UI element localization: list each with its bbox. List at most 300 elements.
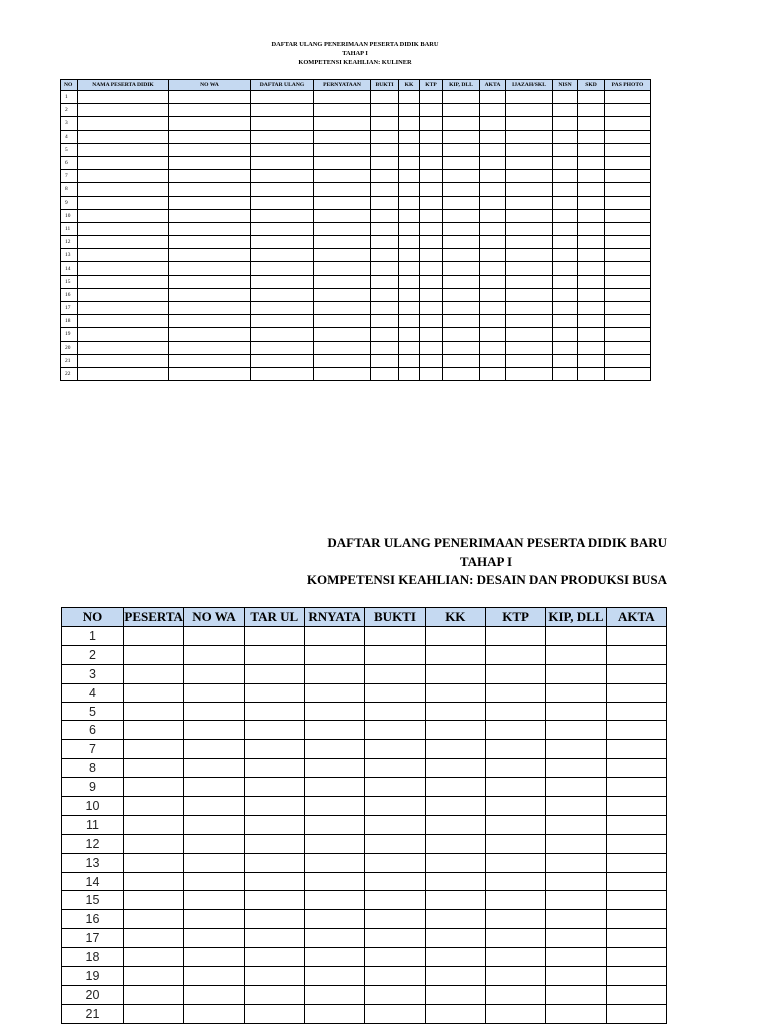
entry-cell: [553, 276, 578, 289]
entry-cell: [607, 948, 667, 967]
entry-cell: [607, 759, 667, 778]
entry-cell: [605, 276, 651, 289]
entry-cell: [305, 816, 365, 835]
column-header-ktp: KTP: [486, 608, 546, 627]
entry-cell: [605, 223, 651, 236]
entry-cell: [399, 276, 420, 289]
entry-cell: [169, 144, 251, 157]
entry-cell: [365, 967, 425, 986]
column-header-ijazah-skl: IJAZAH/SKL: [506, 80, 553, 91]
entry-cell: [78, 117, 169, 130]
entry-cell: [426, 740, 486, 759]
entry-cell: [251, 197, 314, 210]
entry-cell: [371, 91, 399, 104]
entry-cell: [184, 835, 244, 854]
entry-cell: [184, 967, 244, 986]
entry-cell: [607, 891, 667, 910]
entry-cell: [546, 759, 606, 778]
entry-cell: [553, 197, 578, 210]
entry-cell: [169, 315, 251, 328]
row-number: 2: [62, 646, 124, 665]
entry-cell: [605, 157, 651, 170]
entry-cell: [480, 315, 506, 328]
entry-cell: [184, 891, 244, 910]
entry-cell: [365, 627, 425, 646]
entry-cell: [399, 289, 420, 302]
entry-cell: [245, 891, 305, 910]
entry-cell: [78, 236, 169, 249]
entry-cell: [426, 721, 486, 740]
entry-cell: [480, 262, 506, 275]
row-number: 10: [61, 210, 78, 223]
entry-cell: [245, 665, 305, 684]
entry-cell: [169, 131, 251, 144]
entry-cell: [251, 157, 314, 170]
column-header-rnyata: RNYATA: [305, 608, 365, 627]
entry-cell: [426, 778, 486, 797]
entry-cell: [486, 646, 546, 665]
entry-cell: [420, 355, 443, 368]
entry-cell: [399, 157, 420, 170]
row-number: 15: [61, 276, 78, 289]
row-number: 12: [61, 236, 78, 249]
entry-cell: [305, 891, 365, 910]
entry-cell: [184, 778, 244, 797]
entry-cell: [480, 236, 506, 249]
entry-cell: [553, 342, 578, 355]
entry-cell: [480, 197, 506, 210]
entry-cell: [480, 144, 506, 157]
entry-cell: [605, 170, 651, 183]
entry-cell: [480, 170, 506, 183]
entry-cell: [371, 368, 399, 381]
entry-cell: [365, 646, 425, 665]
kuliner-title: DAFTAR ULANG PENERIMAAN PESERTA DIDIK BARU: [271, 41, 439, 48]
entry-cell: [443, 355, 480, 368]
entry-cell: [251, 289, 314, 302]
entry-cell: [443, 262, 480, 275]
entry-cell: [78, 183, 169, 196]
entry-cell: [486, 816, 546, 835]
entry-cell: [546, 646, 606, 665]
entry-cell: [420, 170, 443, 183]
entry-cell: [605, 183, 651, 196]
entry-cell: [124, 986, 184, 1005]
entry-cell: [420, 91, 443, 104]
entry-cell: [578, 328, 605, 341]
entry-cell: [426, 910, 486, 929]
entry-cell: [78, 104, 169, 117]
entry-cell: [546, 929, 606, 948]
row-number: 2: [61, 104, 78, 117]
entry-cell: [607, 684, 667, 703]
entry-cell: [486, 854, 546, 873]
entry-cell: [305, 778, 365, 797]
row-number: 17: [61, 302, 78, 315]
entry-cell: [124, 1005, 184, 1024]
entry-cell: [546, 778, 606, 797]
entry-cell: [605, 289, 651, 302]
entry-cell: [426, 854, 486, 873]
entry-cell: [480, 276, 506, 289]
entry-cell: [184, 948, 244, 967]
entry-cell: [486, 891, 546, 910]
entry-cell: [578, 131, 605, 144]
entry-cell: [245, 759, 305, 778]
entry-cell: [607, 703, 667, 722]
entry-cell: [420, 342, 443, 355]
entry-cell: [605, 262, 651, 275]
column-header-akta: AKTA: [480, 80, 506, 91]
entry-cell: [305, 835, 365, 854]
entry-cell: [245, 1005, 305, 1024]
row-number: 7: [61, 170, 78, 183]
entry-cell: [578, 302, 605, 315]
entry-cell: [443, 302, 480, 315]
entry-cell: [553, 302, 578, 315]
entry-cell: [245, 986, 305, 1005]
busa-stage: TAHAP I: [459, 554, 513, 569]
entry-cell: [605, 144, 651, 157]
entry-cell: [607, 778, 667, 797]
entry-cell: [245, 816, 305, 835]
row-number: 22: [61, 368, 78, 381]
entry-cell: [305, 967, 365, 986]
entry-cell: [553, 183, 578, 196]
entry-cell: [605, 355, 651, 368]
entry-cell: [314, 236, 371, 249]
entry-cell: [371, 131, 399, 144]
entry-cell: [371, 197, 399, 210]
entry-cell: [480, 249, 506, 262]
entry-cell: [443, 315, 480, 328]
entry-cell: [184, 816, 244, 835]
entry-cell: [486, 1005, 546, 1024]
entry-cell: [78, 223, 169, 236]
entry-cell: [184, 646, 244, 665]
entry-cell: [124, 873, 184, 892]
entry-cell: [169, 302, 251, 315]
entry-cell: [305, 665, 365, 684]
entry-cell: [365, 740, 425, 759]
entry-cell: [506, 276, 553, 289]
entry-cell: [371, 170, 399, 183]
entry-cell: [169, 117, 251, 130]
entry-cell: [314, 144, 371, 157]
entry-cell: [169, 355, 251, 368]
entry-cell: [420, 262, 443, 275]
entry-cell: [184, 1005, 244, 1024]
entry-cell: [553, 328, 578, 341]
entry-cell: [480, 117, 506, 130]
row-number: 18: [62, 948, 124, 967]
entry-cell: [78, 91, 169, 104]
kuliner-title-block: [155, 40, 555, 67]
entry-cell: [506, 223, 553, 236]
column-header-tar-ul: TAR UL: [245, 608, 305, 627]
column-header-kk: KK: [426, 608, 486, 627]
busa-competency: KOMPETENSI KEAHLIAN: DESAIN DAN PRODUKSI BUSA: [306, 572, 667, 587]
entry-cell: [245, 627, 305, 646]
column-header-nisn: NISN: [553, 80, 578, 91]
entry-cell: [245, 684, 305, 703]
entry-cell: [420, 144, 443, 157]
entry-cell: [480, 302, 506, 315]
entry-cell: [245, 778, 305, 797]
entry-cell: [506, 131, 553, 144]
entry-cell: [607, 910, 667, 929]
entry-cell: [607, 646, 667, 665]
entry-cell: [605, 91, 651, 104]
entry-cell: [506, 289, 553, 302]
entry-cell: [506, 197, 553, 210]
entry-cell: [553, 117, 578, 130]
row-number: 21: [62, 1005, 124, 1024]
entry-cell: [480, 355, 506, 368]
entry-cell: [546, 835, 606, 854]
entry-cell: [184, 759, 244, 778]
entry-cell: [578, 104, 605, 117]
entry-cell: [426, 835, 486, 854]
entry-cell: [480, 91, 506, 104]
entry-cell: [578, 157, 605, 170]
kuliner-competency: KOMPETENSI KEAHLIAN: KULINER: [298, 59, 412, 66]
entry-cell: [78, 368, 169, 381]
entry-cell: [169, 236, 251, 249]
entry-cell: [124, 778, 184, 797]
entry-cell: [305, 854, 365, 873]
entry-cell: [605, 315, 651, 328]
entry-cell: [546, 1005, 606, 1024]
entry-cell: [578, 117, 605, 130]
entry-cell: [486, 665, 546, 684]
entry-cell: [305, 684, 365, 703]
entry-cell: [305, 986, 365, 1005]
entry-cell: [365, 873, 425, 892]
entry-cell: [365, 684, 425, 703]
entry-cell: [605, 104, 651, 117]
entry-cell: [184, 721, 244, 740]
entry-cell: [578, 91, 605, 104]
entry-cell: [399, 144, 420, 157]
row-number: 16: [61, 289, 78, 302]
entry-cell: [546, 627, 606, 646]
entry-cell: [184, 929, 244, 948]
column-header-skd: SKD: [578, 80, 605, 91]
column-header-pernyataan: PERNYATAAN: [314, 80, 371, 91]
row-number: 14: [61, 262, 78, 275]
entry-cell: [124, 627, 184, 646]
entry-cell: [607, 986, 667, 1005]
entry-cell: [245, 721, 305, 740]
entry-cell: [546, 721, 606, 740]
entry-cell: [506, 249, 553, 262]
entry-cell: [399, 131, 420, 144]
entry-cell: [371, 210, 399, 223]
entry-cell: [426, 1005, 486, 1024]
entry-cell: [184, 797, 244, 816]
entry-cell: [506, 368, 553, 381]
row-number: 1: [62, 627, 124, 646]
entry-cell: [365, 891, 425, 910]
row-number: 13: [61, 249, 78, 262]
row-number: 1: [61, 91, 78, 104]
entry-cell: [169, 223, 251, 236]
entry-cell: [426, 986, 486, 1005]
entry-cell: [486, 986, 546, 1005]
entry-cell: [506, 210, 553, 223]
entry-cell: [251, 144, 314, 157]
entry-cell: [443, 276, 480, 289]
entry-cell: [305, 627, 365, 646]
kuliner-stage: TAHAP I: [342, 50, 368, 57]
entry-cell: [506, 236, 553, 249]
entry-cell: [124, 740, 184, 759]
entry-cell: [426, 816, 486, 835]
entry-cell: [399, 104, 420, 117]
entry-cell: [506, 302, 553, 315]
column-header-daftar-ulang: DAFTAR ULANG: [251, 80, 314, 91]
entry-cell: [245, 740, 305, 759]
entry-cell: [546, 797, 606, 816]
entry-cell: [420, 131, 443, 144]
entry-cell: [371, 289, 399, 302]
entry-cell: [365, 854, 425, 873]
entry-cell: [365, 703, 425, 722]
entry-cell: [578, 170, 605, 183]
entry-cell: [78, 170, 169, 183]
entry-cell: [553, 91, 578, 104]
entry-cell: [486, 835, 546, 854]
entry-cell: [169, 91, 251, 104]
entry-cell: [480, 368, 506, 381]
entry-cell: [443, 197, 480, 210]
entry-cell: [420, 289, 443, 302]
entry-cell: [251, 117, 314, 130]
entry-cell: [78, 249, 169, 262]
entry-cell: [480, 157, 506, 170]
entry-cell: [251, 131, 314, 144]
row-number: 8: [61, 183, 78, 196]
entry-cell: [365, 778, 425, 797]
entry-cell: [124, 816, 184, 835]
entry-cell: [426, 873, 486, 892]
entry-cell: [399, 117, 420, 130]
entry-cell: [605, 117, 651, 130]
column-header-no-wa: NO WA: [169, 80, 251, 91]
entry-cell: [480, 342, 506, 355]
row-number: 5: [62, 703, 124, 722]
entry-cell: [578, 276, 605, 289]
entry-cell: [486, 797, 546, 816]
entry-cell: [553, 210, 578, 223]
entry-cell: [169, 210, 251, 223]
entry-cell: [553, 289, 578, 302]
entry-cell: [426, 627, 486, 646]
entry-cell: [605, 249, 651, 262]
entry-cell: [124, 835, 184, 854]
entry-cell: [245, 910, 305, 929]
column-header-no: NO: [62, 608, 124, 627]
entry-cell: [420, 236, 443, 249]
column-header-ktp: KTP: [420, 80, 443, 91]
entry-cell: [124, 797, 184, 816]
entry-cell: [314, 91, 371, 104]
entry-cell: [578, 315, 605, 328]
entry-cell: [78, 315, 169, 328]
entry-cell: [251, 183, 314, 196]
entry-cell: [314, 289, 371, 302]
row-number: 19: [61, 328, 78, 341]
row-number: 20: [61, 342, 78, 355]
entry-cell: [399, 368, 420, 381]
entry-cell: [78, 289, 169, 302]
entry-cell: [420, 117, 443, 130]
entry-cell: [553, 131, 578, 144]
entry-cell: [399, 342, 420, 355]
entry-cell: [78, 262, 169, 275]
entry-cell: [245, 854, 305, 873]
entry-cell: [420, 157, 443, 170]
entry-cell: [443, 104, 480, 117]
entry-cell: [169, 262, 251, 275]
entry-cell: [506, 262, 553, 275]
entry-cell: [245, 835, 305, 854]
entry-cell: [371, 183, 399, 196]
entry-cell: [607, 929, 667, 948]
entry-cell: [426, 929, 486, 948]
entry-cell: [245, 948, 305, 967]
entry-cell: [607, 797, 667, 816]
entry-cell: [251, 91, 314, 104]
entry-cell: [578, 355, 605, 368]
row-number: 19: [62, 967, 124, 986]
entry-cell: [245, 967, 305, 986]
entry-cell: [553, 144, 578, 157]
entry-cell: [124, 967, 184, 986]
entry-cell: [124, 891, 184, 910]
entry-cell: [480, 328, 506, 341]
entry-cell: [546, 873, 606, 892]
entry-cell: [305, 721, 365, 740]
column-header-no-wa: NO WA: [184, 608, 244, 627]
entry-cell: [553, 262, 578, 275]
entry-cell: [420, 197, 443, 210]
entry-cell: [78, 328, 169, 341]
entry-cell: [371, 302, 399, 315]
entry-cell: [399, 210, 420, 223]
entry-cell: [314, 328, 371, 341]
entry-cell: [486, 778, 546, 797]
entry-cell: [443, 170, 480, 183]
entry-cell: [245, 646, 305, 665]
entry-cell: [365, 797, 425, 816]
entry-cell: [420, 183, 443, 196]
entry-cell: [169, 368, 251, 381]
entry-cell: [399, 262, 420, 275]
entry-cell: [305, 948, 365, 967]
entry-cell: [305, 929, 365, 948]
entry-cell: [486, 759, 546, 778]
entry-cell: [578, 144, 605, 157]
entry-cell: [506, 144, 553, 157]
entry-cell: [443, 223, 480, 236]
entry-cell: [443, 91, 480, 104]
entry-cell: [443, 117, 480, 130]
entry-cell: [553, 355, 578, 368]
entry-cell: [251, 302, 314, 315]
entry-cell: [443, 144, 480, 157]
